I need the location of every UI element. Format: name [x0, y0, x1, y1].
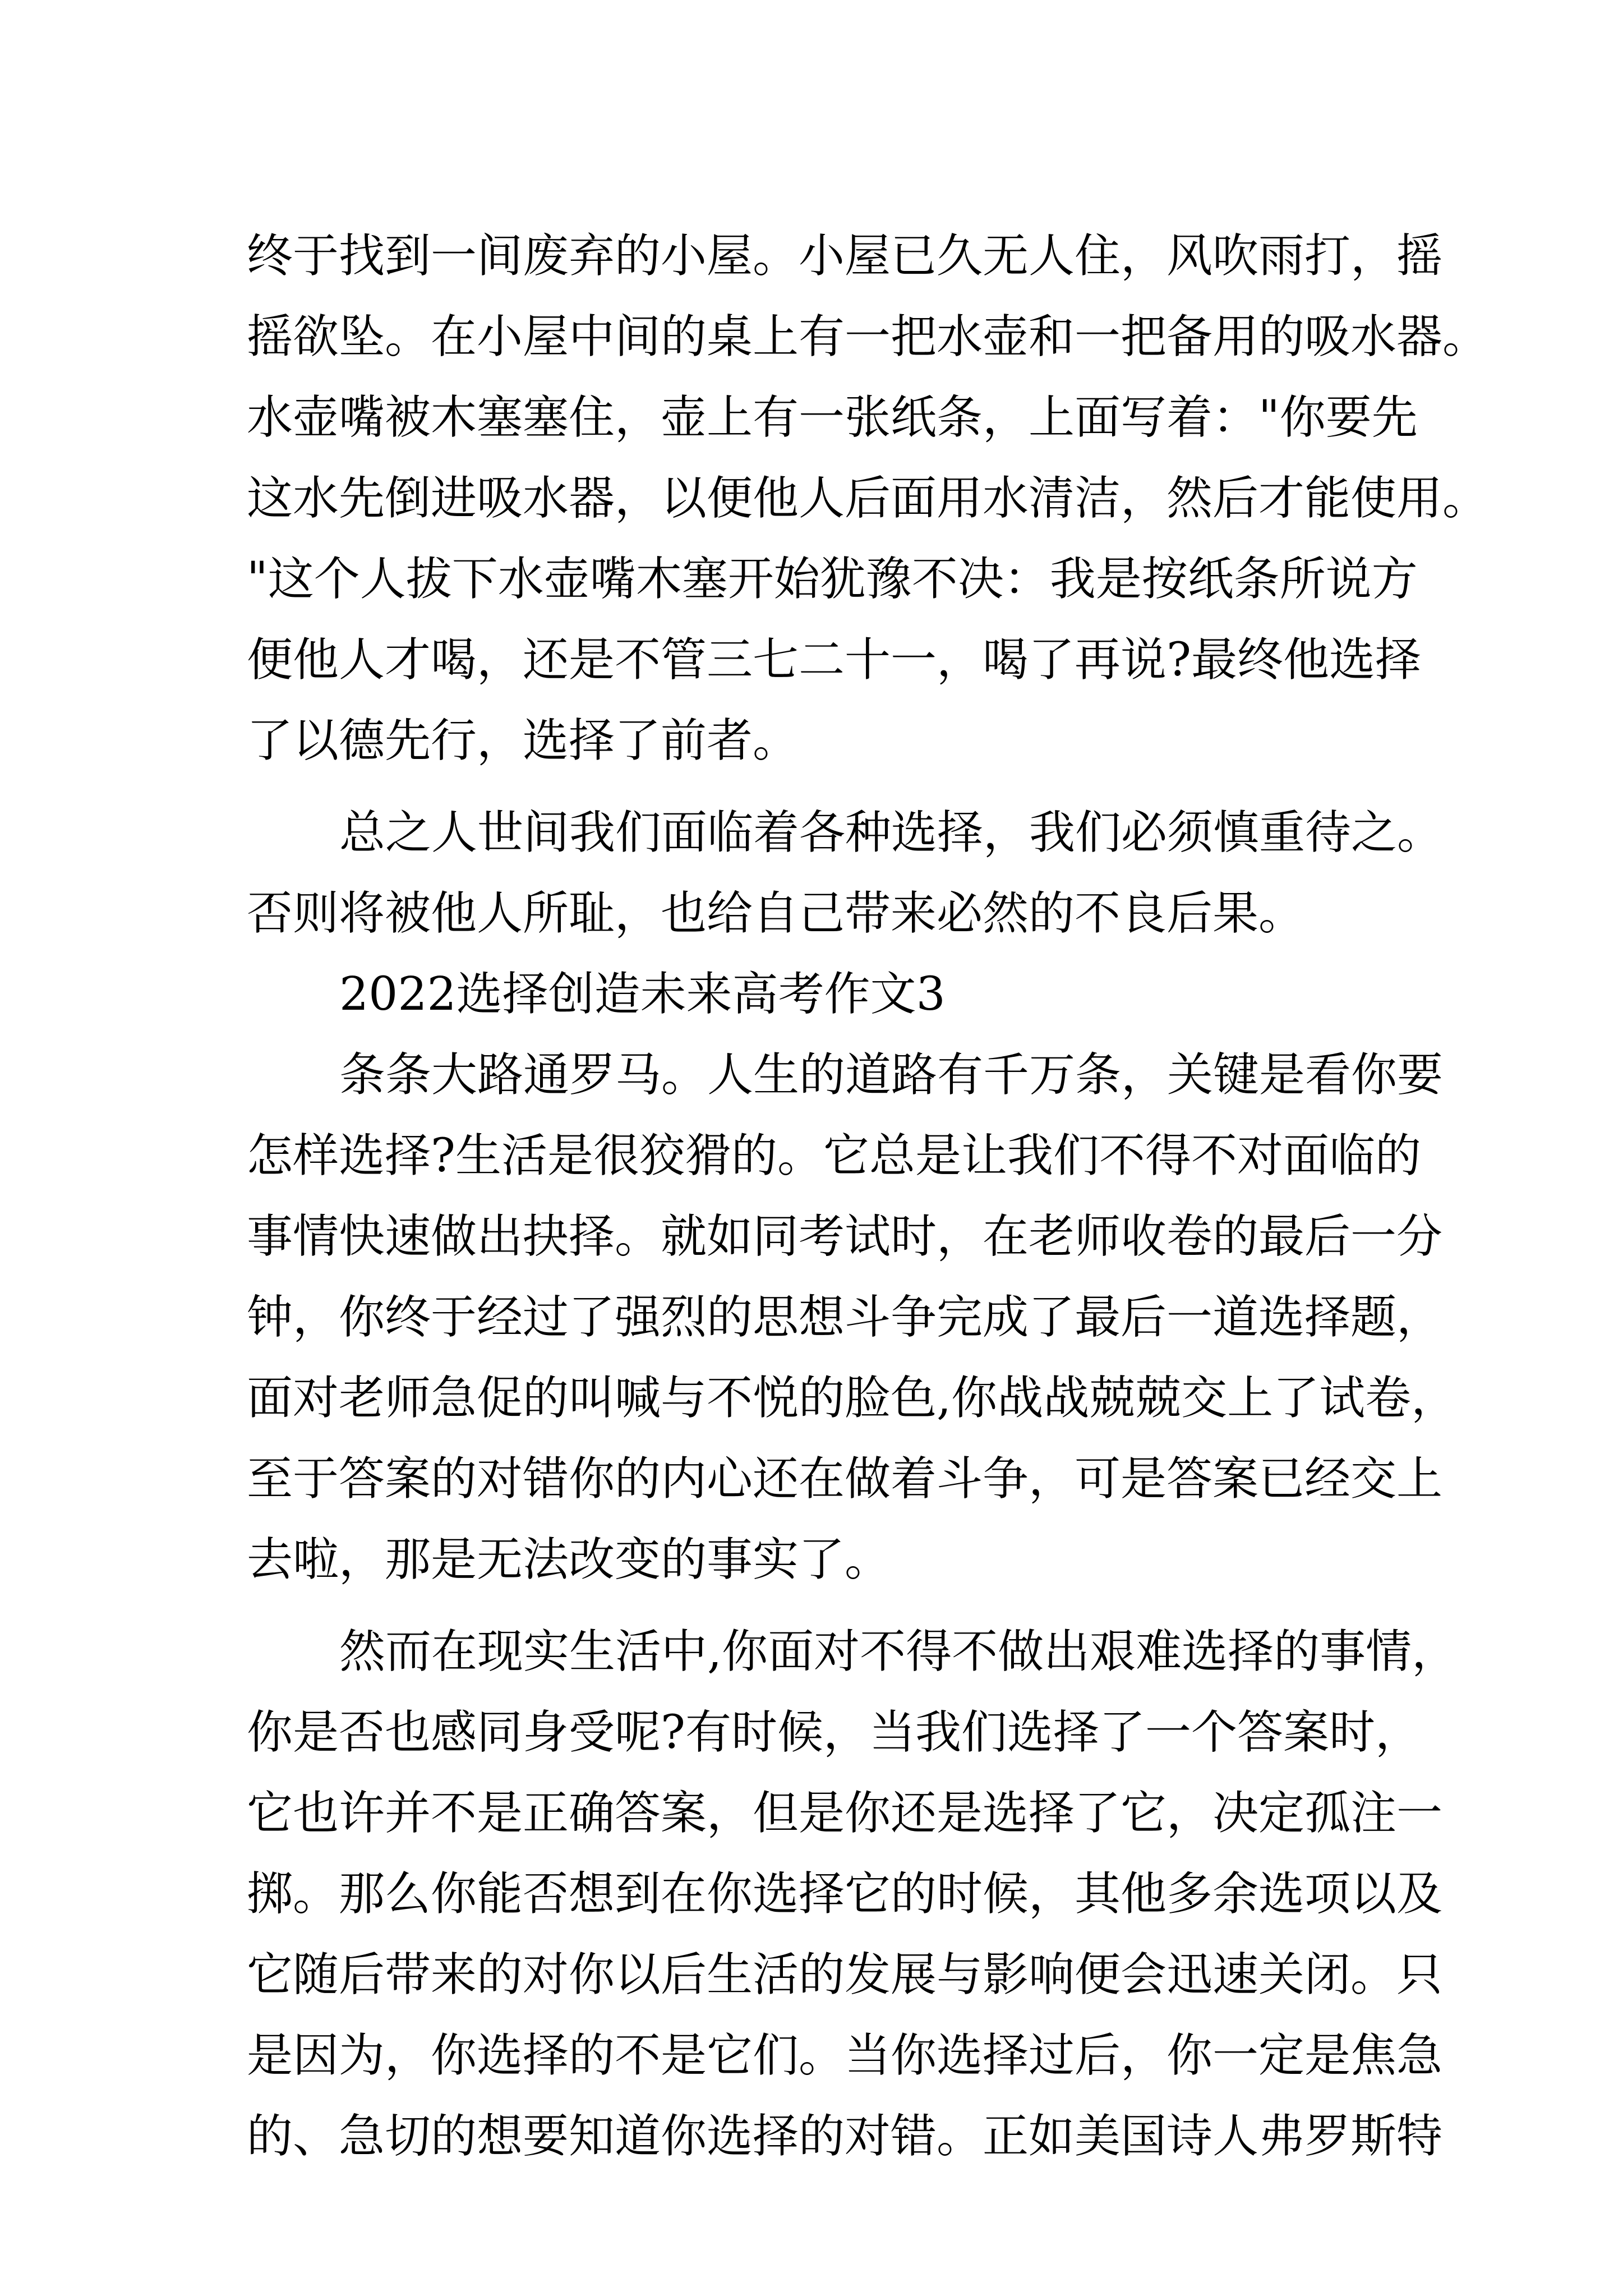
text-line: 水壶嘴被木塞塞住，壶上有一张纸条，上面写着："你要先	[247, 391, 1418, 444]
text-line: "这个人拔下水壶嘴木塞开始犹豫不决：我是按纸条所说方	[247, 553, 1418, 606]
paragraph-start-line: 总之人世间我们面临着各种选择，我们必须慎重待之。	[339, 806, 1444, 859]
section-heading: 2022选择创造未来高考作文3	[339, 968, 946, 1021]
text-line: 是因为，你选择的不是它们。当你选择过后，你一定是焦急	[247, 2029, 1443, 2082]
text-line: 摇欲坠。在小屋中间的桌上有一把水壶和一把备用的吸水器。	[247, 310, 1489, 364]
text-line: 这水先倒进吸水器，以便他人后面用水清洁，然后才能使用。	[247, 472, 1489, 525]
text-line: 钟，你终于经过了强烈的思想斗争完成了最后一道选择题，	[247, 1291, 1443, 1344]
text-line: 终于找到一间废弃的小屋。小屋已久无人住，风吹雨打，摇	[247, 229, 1443, 283]
text-line: 至于答案的对错你的内心还在做着斗争，可是答案已经交上	[247, 1452, 1443, 1506]
text-line: 面对老师急促的叫喊与不悦的脸色,你战战兢兢交上了试卷，	[247, 1372, 1458, 1425]
paragraph-start-line: 条条大路通罗马。人生的道路有千万条，关键是看你要	[339, 1048, 1444, 1102]
paragraph-gap	[247, 781, 1419, 793]
document-body	[247, 216, 1489, 2177]
paragraph-start-line: 然而在现实生活中,你面对不得不做出艰难选择的事情，	[339, 1625, 1458, 1678]
text-line: 事情快速做出抉择。就如同考试时，在老师收卷的最后一分	[247, 1210, 1443, 1263]
text-line: 你是否也感同身受呢?有时候，当我们选择了一个答案时，	[247, 1706, 1421, 1759]
text-line: 掷。那么你能否想到在你选择它的时候，其他多余选项以及	[247, 1867, 1443, 1921]
text-line: 去啦，那是无法改变的事实了。	[247, 1533, 891, 1586]
text-line: 它随后带来的对你以后生活的发展与影响便会迅速关闭。只	[247, 1948, 1443, 2001]
text-line: 了以德先行，选择了前者。	[247, 714, 799, 767]
text-line: 它也许并不是正确答案，但是你还是选择了它，决定孤注一	[247, 1787, 1443, 1840]
paragraph-gap	[247, 1600, 1419, 1612]
text-line: 的、急切的想要知道你选择的对错。正如美国诗人弗罗斯特	[247, 2110, 1443, 2163]
text-line: 否则将被他人所耻，也给自己带来必然的不良后果。	[247, 887, 1305, 940]
text-line: 便他人才喝，还是不管三七二十一，喝了再说?最终他选择	[247, 633, 1421, 687]
text-line: 怎样选择?生活是很狡猾的。它总是让我们不得不对面临的	[247, 1129, 1421, 1182]
